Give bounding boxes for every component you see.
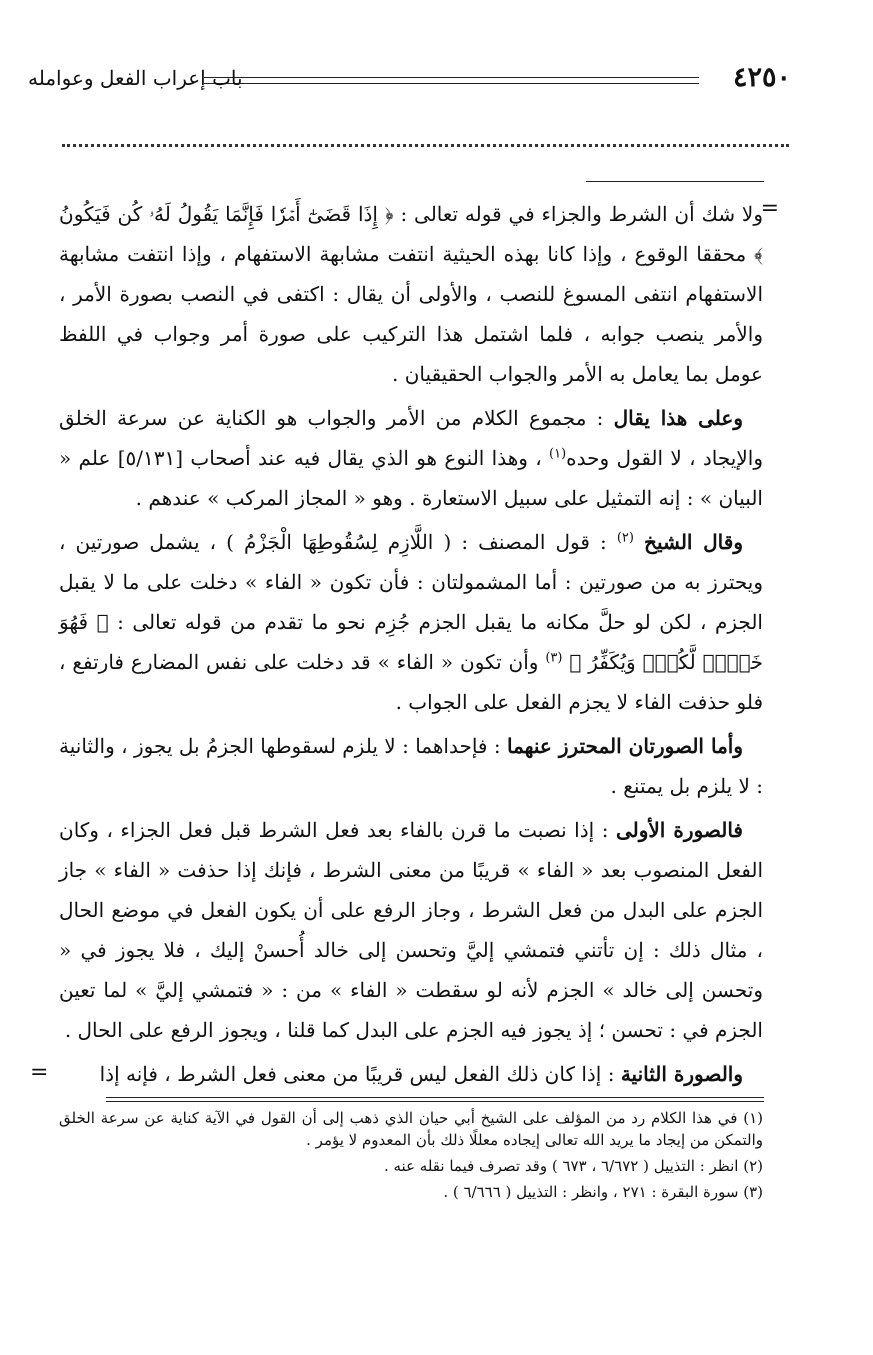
footnote-ref[interactable]: (٢) bbox=[616, 530, 634, 546]
paragraph-4 bbox=[59, 726, 763, 806]
footnote-ref[interactable]: (١) bbox=[549, 446, 567, 462]
paragraph-text: : فإحداهما : لا يلزم لسقوطها الجزمُ بل يجوز ، والثانية : لا يلزم بل يمتنع . bbox=[59, 734, 763, 798]
paragraph-5 bbox=[59, 810, 763, 1050]
paragraph-text: ، وهذا النوع هو الذي يقال فيه عند أصحاب [٥/١٣١] علم « البيان » : إنه التمثيل على سبيل الاستعارة . وهو « المجاز المركب » عندهم . bbox=[59, 446, 763, 510]
paragraph-text bbox=[634, 530, 644, 554]
paragraph-text: : مجموع الكلام من الأمر والجواب هو الكناية عن سرعة الخلق والإيجاد ، لا القول وحده bbox=[59, 406, 763, 470]
paragraph-lead: وأما الصورتان المحترز عنهما bbox=[506, 734, 744, 758]
paragraph-lead: وعلى هذا يقال bbox=[613, 406, 744, 430]
paragraph-lead: وقال الشيخ bbox=[644, 530, 743, 554]
footnote-1: (١) في هذا الكلام رد من المؤلف على الشيخ أبي حيان الذي ذهب إلى أن القول في الآية كناية عن سرعة الخلق والتمكن من إيجاد ما يريد الله تعالى إيجاده معللًا ذلك بأن المعدوم لا يؤمر . bbox=[59, 1109, 763, 1149]
footnote-3: (٣) سورة البقرة : ٢٧١ ، وانظر : التذييل ( ٦/٦٦٦ ) . bbox=[443, 1183, 763, 1201]
paragraph-text: : إذا كان ذلك الفعل ليس قريبًا من معنى فعل الشرط ، فإنه إذا bbox=[99, 1062, 621, 1086]
footnotes bbox=[59, 1107, 763, 1207]
paragraph-text: وأن تكون « الفاء » قد دخلت على نفس المضارع فارتفع ، فلو حذفت الفاء لا يجزم الفعل على الجواب . bbox=[59, 650, 763, 714]
paragraph-lead: والصورة الثانية bbox=[620, 1062, 743, 1086]
paragraph-text: : إذا نصبت ما قرن بالفاء بعد فعل الشرط قبل فعل الجزاء ، وكان الفعل المنصوب بعد « الفاء » قريبًا من معنى الشرط ، فإنك إذا حذفت « الفاء » جاز الجزم على البدل من فعل الشرط ، وجاز الرفع على أن يكون الفعل في موضع الحال ، مثال ذلك : إن تأتني فتمشي إليَّ وتحسن إلى خالد أُحسنْ إليك ، فلا يجوز في « وتحسن إلى خالد » الجزم لأنه لو سقطت « الفاء » من : « فتمشي إليَّ » لما تعين الجزم في : تحسن ؛ إذ يجوز فيه الجزم على البدل كما قلنا ، ويجوز الرفع على الحال . bbox=[59, 818, 763, 1042]
paragraph-text: ولا شك أن الشرط والجزاء في قوله تعالى : ﴿ إِذَا قَضَىٰٓ أَمۡرٗا فَإِنَّمَا يَقُولُ لَهُۥ كُن فَيَكُونُ ﴾ محققا الوقوع ، وإذا كانا بهذه الحيثية انتفت مشابهة الاستفهام ، وإذا انتفت مشابهة الاستفهام انتفى المسوغ للنصب ، والأولى أن يقال : اكتفى في النصب بصورة الأمر ، والأمر ينصب جوابه ، فلما اشتمل هذا التركيب على صورة أمر وجواب في اللفظ عومل بما يعامل به الأمر والجواب الحقيقيان . bbox=[59, 202, 763, 386]
continuation-mark-bottom: = bbox=[30, 1060, 49, 1085]
header-rule bbox=[204, 77, 699, 84]
chapter-title: باب إعراب الفعل وعوامله bbox=[28, 66, 243, 90]
continuation-rule bbox=[586, 181, 764, 182]
footnote-ref[interactable]: (٣) bbox=[545, 650, 563, 666]
page-number: ٤٢٥٠ bbox=[732, 62, 791, 93]
paragraph-1 bbox=[59, 194, 763, 394]
paragraph-2 bbox=[59, 398, 763, 518]
continuation-mark-top: = bbox=[760, 196, 779, 221]
running-header bbox=[28, 62, 791, 98]
footnote-rule bbox=[106, 1097, 764, 1102]
dotted-separator bbox=[62, 144, 789, 147]
paragraph-lead: فالصورة الأولى bbox=[615, 818, 743, 842]
footnote-2: (٢) انظر : التذييل ( ٦/٦٧٢ ، ٦٧٣ ) وقد تصرف فيما نقله عنه . bbox=[383, 1157, 763, 1175]
paragraph-6 bbox=[59, 1054, 763, 1094]
paragraph-text: : قول المصنف : ( اللَّازِم لِسُقُوطِهَا الْجَزْمُ ) ، يشمل صورتين ، ويحترز به من صورتين : أما المشمولتان : فأن تكون « الفاء » دخلت على ما لا يقبل الجزم ، لكن لو حلَّ مكانه ما يقبل الجزم جُزِم نحو ما تقدم من قوله تعالى : ﴿ فَهُوَ خَيۡرٞ لَّكُمۡۚ وَيُكَفِّرُ ﴾ bbox=[59, 530, 763, 674]
paragraph-3 bbox=[59, 522, 763, 722]
main-text bbox=[59, 194, 763, 1094]
